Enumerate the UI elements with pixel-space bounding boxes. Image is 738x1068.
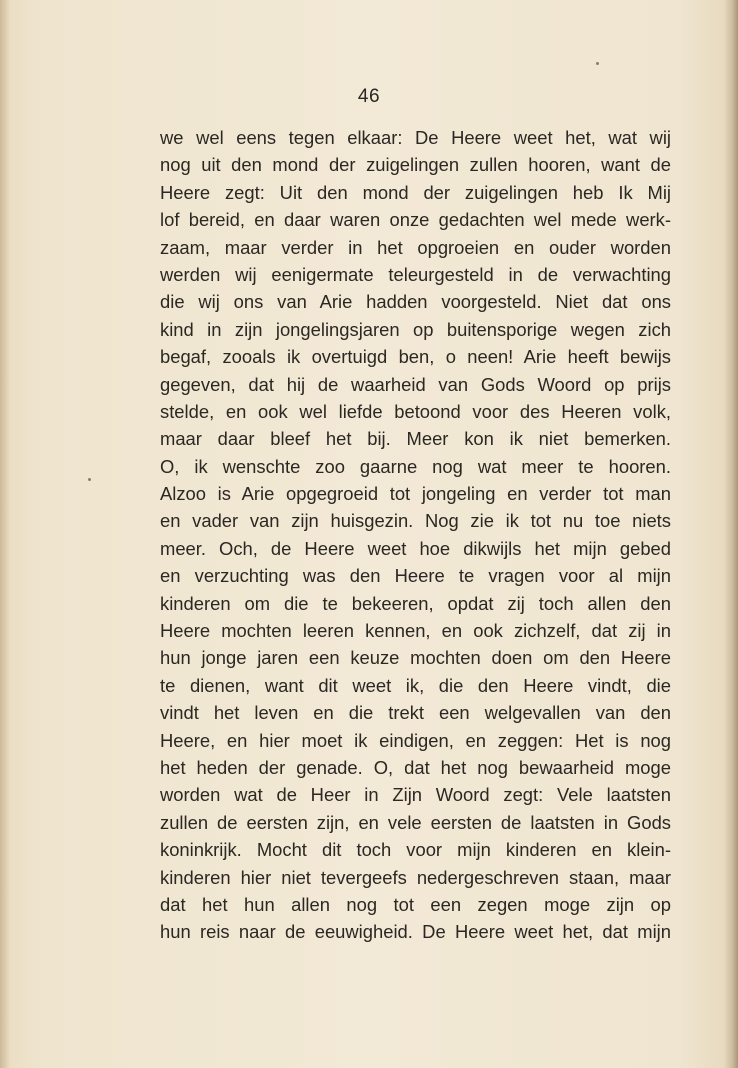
text-line: en vader van zijn huisgezin. Nog zie ik tot nu toe niets: [160, 510, 671, 532]
text-line: Heere, en hier moet ik eindigen, en zeggen: Het is nog: [160, 729, 671, 751]
text-line: nog uit den mond der zuigelingen zullen hooren, want de: [160, 154, 671, 176]
text-line: stelde, en ook wel liefde betoond voor des Heeren volk,: [160, 400, 671, 422]
paper-speck: [88, 478, 91, 481]
text-line: die wij ons van Arie hadden voorgesteld. Niet dat ons: [160, 291, 671, 313]
page-left-shadow: [0, 0, 10, 1068]
text-line: kinderen om die te bekeeren, opdat zij toch allen den: [160, 592, 671, 614]
text-line: zullen de eersten zijn, en vele eersten de laatsten in Gods: [160, 811, 671, 833]
text-line: en verzuchting was den Heere te vragen voor al mijn: [160, 565, 671, 587]
text-line: worden wat de Heer in Zijn Woord zegt: Vele laatsten: [160, 784, 671, 806]
text-line: we wel eens tegen elkaar: De Heere weet het, wat wij: [160, 127, 671, 148]
text-line: gegeven, dat hij de waarheid van Gods Woord op prijs: [160, 373, 671, 395]
text-line: begaf, zooals ik overtuigd ben, o neen! Arie heeft bewijs: [160, 346, 671, 368]
text-line: kinderen hier niet tevergeefs nedergeschreven staan, maar: [160, 866, 671, 888]
text-line: lof bereid, en daar waren onze gedachten wel mede werk-: [160, 209, 671, 231]
text-line: koninkrijk. Mocht dit toch voor mijn kinderen en klein-: [160, 839, 671, 861]
text-line: Heere zegt: Uit den mond der zuigelingen heb Ik Mij: [160, 181, 671, 203]
page-number: 46: [357, 86, 381, 107]
paper-speck: [596, 62, 599, 65]
text-line: maar daar bleef het bij. Meer kon ik niet bemerken.: [160, 428, 671, 450]
text-line: dat het hun allen nog tot een zegen moge zijn op: [160, 893, 671, 915]
page-right-shadow: [724, 0, 738, 1068]
text-line: zaam, maar verder in het opgroeien en ouder worden: [160, 236, 671, 258]
text-line: hun jonge jaren een keuze mochten doen om den Heere: [160, 647, 671, 669]
text-line: O, ik wenschte zoo gaarne nog wat meer te hooren.: [160, 455, 671, 477]
text-line: Alzoo is Arie opgegroeid tot jongeling en verder tot man: [160, 483, 671, 505]
text-line: hun reis naar de eeuwigheid. De Heere weet het, dat mijn: [160, 921, 671, 943]
text-line: het heden der genade. O, dat het nog bewaarheid moge: [160, 756, 671, 778]
text-line: meer. Och, de Heere weet hoe dikwijls het mijn gebed: [160, 537, 671, 559]
text-line: kind in zijn jongelingsjaren op buitensporige wegen zich: [160, 318, 671, 340]
text-line: Heere mochten leeren kennen, en ook zichzelf, dat zij in: [160, 620, 671, 642]
body-text: [160, 124, 671, 946]
text-line: te dienen, want dit weet ik, die den Heere vindt, die: [160, 674, 671, 696]
text-line: werden wij eenigermate teleurgesteld in de verwachting: [160, 263, 671, 285]
text-line: vindt het leven en die trekt een welgevallen van den: [160, 702, 671, 724]
